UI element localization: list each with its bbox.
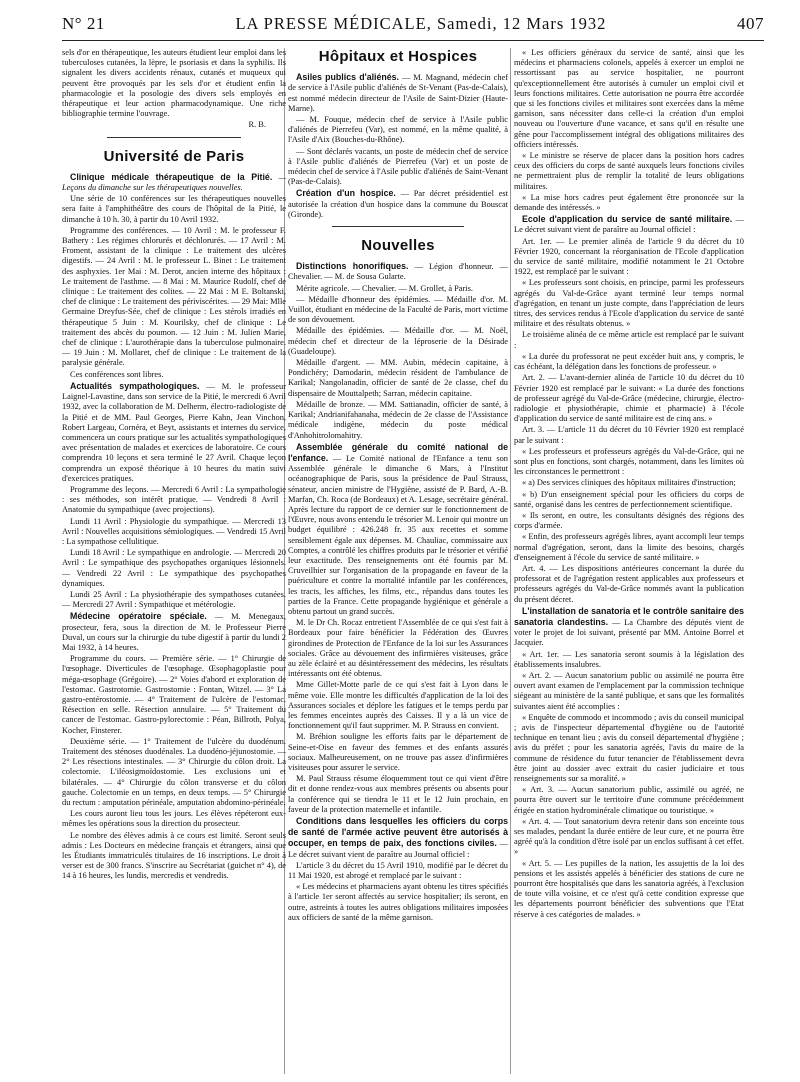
article-title: L'installation de sanatoria et le contrôle sanitaire des sanatoria clandestins. bbox=[514, 605, 744, 627]
article-text: — Le décret suivant vient de paraître au Journal officiel : bbox=[288, 839, 508, 859]
article-title: Asiles publics d'aliénés. bbox=[296, 72, 399, 83]
header-rule bbox=[62, 40, 764, 41]
article-text: — M. Menegaux, prosecteur, fera, sous la direction de M. le Professeur Pierre Duval, un cours sur la chirurgie du tube digestif à partir du lundi 2 Mai 1932, à 14 heures. bbox=[62, 612, 287, 652]
article-text: « Les médecins et pharmaciens ayant obtenu les titres spécifiés à l'article 1er seront affectés au service hospitalier; ils seront, en outre, astreints à toutes les autres obligations militaires imposées aux officiers de santé de la même garnison. bbox=[288, 882, 508, 922]
article-text: — Le décret suivant vient de paraître au Journal officiel : bbox=[514, 215, 745, 235]
article-text: Lundi 25 Avril : La physiothérapie des sympathoses cutanées. — Mercredi 27 Avril : Sympathique et métérologie. bbox=[62, 589, 286, 610]
page-header bbox=[62, 14, 764, 38]
article-text: Les cours auront lieu tous les jours. Les élèves répéteront eux-mêmes les opérations sous la direction du prosecteur. bbox=[62, 809, 286, 829]
article-text: « La mise hors cadres peut également être prononcée sur la demande des intéressés. » bbox=[514, 192, 744, 213]
article-text: Programme des leçons. — Mercredi 6 Avril : La sympathologie : ses méthodes, son intérêt pratique. — Vendredi 8 Avril : Anatomie du sympathique (avec projections). bbox=[62, 484, 286, 515]
article-text: — Médaille d'honneur des épidémies. — Médaille d'or. M. Vuillot, étudiant en médecine de la Faculté de Paris, mort victime de son dévouement. bbox=[288, 294, 508, 325]
article-text: Médaille de bronze. — MM. Sattianadin, officier de santé, à Karikal; Andrianifahanaha, médecin de 2e classe de l'Assistance médicale indigène, médecin du poste médical d'Anhohitrolomahitry. bbox=[288, 399, 508, 440]
article-text: sels d'or en thérapeutique, les auteurs étudient leur emploi dans les tuberculoses cutanées, la lèpre, le psoriasis et dans la syphilis. Ils signalent les divers accidents rénaux, cutanés et muqueux qui peuvent être provoqués par les sels d'or et étudient enfin la pharmacologie et la posologie des divers sels employés en thérapeutique et leur action pharmacodynamique. Une riche bibliographie termine l'ouvrage. bbox=[62, 48, 286, 119]
article-title: Assemblée générale du comité national de l'enfance. bbox=[288, 441, 508, 463]
article-text: — Par décret présidentiel est autorisée la création d'un hospice dans la commune du Bouscat (Gironde). bbox=[288, 189, 508, 219]
column-1 bbox=[62, 48, 286, 883]
article-text: « b) D'un enseignement spécial pour les officiers du corps de santé, organisé dans les centres de perfectionnement scientifique. bbox=[514, 489, 744, 509]
article-text: « a) Des services cliniques des hôpitaux militaires d'instruction; bbox=[522, 478, 736, 488]
page-number: 407 bbox=[737, 14, 764, 33]
article-text: Programme des conférences. — 10 Avril : M. le professeur F. Bathery : Les régimes chlorurés et déchlorurés. — 17 Avril : M. Froment, assistant de la clinique : Le traitement des ulcères digestifs. — 24 Avril : M. le professeur L. Binet : Le traitement des asphyxies. 1er Mai : M. Derot, ancien interne des hôpitaux : Le traitement de l'asthme. — 8 Mai : M. Maurice Rudolf, chef de clinique : Le traitement des colites. — 22 Mai : M E. Boltanski, chef de clinique : Le traitement des périviscérites. — 29 Mai: Mlle Germaine Dreyfus-Sée, chef de clinique : Les stérols irradiés en thérapeutique 5 Juin : M. Kourilsky, chef de clinique : Le traitement des abcès du poumon. — 12 Juin : M. Julien Marie, chef de clinique : L'aurothérapie dans la tuberculose pulmonaire. — 19 Juin : M. Mollaret, chef de clinique : Le traitement de la paralysie générale. bbox=[62, 225, 286, 368]
article-text: « Art. 5. — Les pupilles de la nation, les assujettis de la loi des pensions et les assistés appelés à bénéficier des stations de cure ne pourront être hospitalisés que dans les sanatoria agréés, à l'exclusion de toute villa voisine, et ce n'est qu'à cette condition expresse que les départements pourront bénéficier des subventions que l'Etat réserve à ces catégories de malades. » bbox=[514, 858, 744, 919]
article-text: Le troisième alinéa de ce même article est remplacé par le suivant : bbox=[514, 330, 744, 350]
article-text: Art. 1er. — Le premier alinéa de l'article 9 du décret du 10 Février 1920, concernant la réorganisation de l'Ecole d'application du service de santé militaire, modifié notamment le 21 Octobre 1922, est remplacé par le suivant : bbox=[514, 236, 744, 277]
article-title: Ecole d'application du service de santé militaire. bbox=[522, 214, 733, 225]
article-title: Clinique médicale thérapeutique de la Pitié. bbox=[70, 171, 273, 182]
section-heading: Hôpitaux et Hospices bbox=[318, 48, 478, 65]
article-title: Médecine opératoire spéciale. bbox=[70, 611, 207, 622]
article-text: Art. 3. — L'article 11 du décret du 10 Février 1920 est remplacé par le suivant : bbox=[514, 425, 744, 445]
article-text: « Les officiers généraux du service de santé, ainsi que les médecins et pharmaciens colonels, appelés à exercer un emploi ne ressortissant pas au service hospitalier, ne pourront qu'exceptionnellement être autorisés à cumuler un emploi civil et leurs fonctions militaires. Cette autorisation ne pourra être accordée que si les fonctions civiles et militaires sont exercées dans la même garnison, sans nécessiter dans celle-ci la création d'un emploi nouveau ou l'ouverture d'une vacance, et sans qu'il en résulte une gêne pour l'accomplissement intégral des obligations militaires des officiers intéressés. bbox=[514, 48, 744, 149]
article-title: Création d'un hospice. bbox=[296, 188, 396, 199]
article-text: Mme Gillet-Motte parle de ce qui s'est fait à Lyon dans le même voie. Elle montre les difficultés d'application de la loi des Assurances sociales et déplore les fatigues et le temps perdu par les femmes enceintes auprès des Caisses. Il y a là un vice de fonctionnement qu'il faut supprimer. M. P. Strauss en convient. bbox=[288, 680, 508, 731]
column-divider bbox=[510, 48, 511, 1074]
article-text: Médaille d'argent. — MM. Aubin, médecin capitaine, à Pondichéry; Damodarin, médecin résident de l'ambulance de Karikal; Nangolanadin, officier de santé de 2e classe, chef du dispensaire de Mouttalpeth; Sarran, médecin capitaine. bbox=[288, 358, 508, 398]
signature: R. B. bbox=[248, 120, 266, 130]
article-title: Distinctions honorifiques. bbox=[296, 261, 409, 272]
separator bbox=[332, 226, 464, 227]
article-text: — Légion d'honneur. — Chevalier. — M. de Sousa Gularte. bbox=[288, 262, 509, 282]
issue-number: N° 21 bbox=[62, 14, 105, 33]
article-text: Art. 4. — Les dispositions antérieures concernant la durée du professorat et de l'agrégation restent applicables aux professeurs et professeurs agrégés du Val-de-Grâce nommés avant la publication du présent décret. bbox=[514, 563, 744, 604]
article-text: — Sont déclarés vacants, un poste de médecin chef de service à l'Asile public d'aliénés de Pierrefeu (Var) et un poste de médecin chef de service à l'Asile public d'aliénés de Saint-Venant (Pas-de-Calais). bbox=[288, 146, 508, 187]
article-text: M. Paul Strauss résume éloquemment tout ce qui vient d'être dit et donne rendez-vous aux membres présents ou absents pour la conférence qui se tiendra le 11 et le 12 Juin prochain, en faveur de la protection maternelle et infantile. bbox=[288, 774, 508, 814]
article-subtitle: — Leçons du dimanche sur les thérapeutiques nouvelles. bbox=[62, 172, 287, 193]
section-heading: Université de Paris bbox=[103, 147, 245, 165]
article-title: Conditions dans lesquelles les officiers du corps de santé de l'armée active peuvent être autorisés à occuper, en temps de paix, des fonctions civiles. bbox=[288, 816, 508, 849]
article-text: Art. 2. — L'avant-dernier alinéa de l'article 10 du décret du 10 Février 1920 est remplacé par le suivant: « La durée des fonctions de professeur agrégé du Val-de-Grâce (médecine, chirurgie, électro-radiologie et physiothérapie, chimie et pharmacie) à l'école d'application du service de santé militaire est de cinq ans. » bbox=[514, 373, 744, 424]
article-text: « Art. 3. — Aucun sanatorium public, assimilé ou agréé, ne pourra être ouvert sur le territoire d'une commune précédemment érigée en station hydrominérale climatique ou touristique. » bbox=[514, 785, 744, 815]
article-text: « La durée du professorat ne peut excéder huit ans, y compris, le cas échéant, la délégation dans les fonctions de professeur. » bbox=[514, 351, 744, 372]
article-text: Une série de 10 conférences sur les thérapeutiques nouvelles sera faite à l'amphithéâtre des cours de l'hôpital de la Pitié, le dimanche à 10 h. 30, à partir du 10 Avril 1932. bbox=[62, 194, 286, 224]
article-text: M. le Dr Ch. Rocaz entretient l'Assemblée de ce qui s'est fait à Bordeaux pour faire bénéficier la Fédération des Œuvres girondines de Protection de l'Enfance de la loi sur les Assurances sociales. Grâce au dévouement des infirmières visiteuses, grâce au zèle éclairé et au désintéressement des médecins, les résultats intéressants ont été obtenus. bbox=[288, 618, 508, 679]
article-text: — M. Fouque, médecin chef de service à l'Asile public d'aliénés de Pierrefeu (Var), est nommé, en la même qualité, à l'Asile d'Aix (Bouches-du-Rhône). bbox=[288, 115, 508, 145]
article-text: Deuxième série. — 1° Traitement de l'ulcère du duodénum. Traitement des sténoses duodénales. La duodéno-jéjunostomie. — 2° Les résections intestinales. — 3° Chirurgie du côlon droit. La colectomie. L'iléosigmoïdostomie. Les exclusions uni et bilatérales. — 4° Chirurgie du côlon transverse et du côlon gauche. Colectomie en un temps, en deux temps. — 5° Chirurgie du rectum : amputation périnéale, amputation abdomino-périnéale. bbox=[62, 736, 286, 808]
article-text: Médaille des épidémies. — Médaille d'or. — M. Noël, médecin chef et directeur de la léproserie de la Désirade (Guadeloupe). bbox=[288, 326, 508, 356]
article-text: « Enquête de commodo et incommodo ; avis du conseil municipal ; avis de l'inspecteur départemental d'hygiène ou de l'autorité technique en tenant lieu ; avis du conseil départemental d'hygiène ; avis du préfet ; pour les sanatoria agréés, l'avis du maire de la commune de résidence du futur tenancier de l'établissement devra être joint au dossier avec extrait du casier judiciaire et tous renseignements sur sa moralité. » bbox=[514, 712, 744, 784]
article-text: M. Bréhion souligne les efforts faits par le département de Seine-et-Oise en faveur des femmes et des enfants assurés sociaux. Malheureusement, on ne trouve pas assez d'infirmières visiteuses pour assurer le service. bbox=[288, 732, 508, 772]
article-text: — M. le professeur Laignel-Lavastine, dans son service de la Pitié, le mercredi 6 Avril 1932, avec la collaboration de M. Delherm, électro-radiologiste de la Pitié et de MM. Paul Georges, Pierre Kahn, Jean Vinchon, Robert Largeau, Cornéra, et Beyt, assistants et internes du service, commencera un cours pratique sur les actualités sympathologiques avec présentation de malades et exercices de laboratoire. Ce cours comprendra 10 leçons et sera terminé le 27 Avril. Chaque leçon comprendra un exposé théorique à 10 heures du matin suivi d'exercices pratiques. bbox=[62, 381, 287, 483]
article-title: Actualités sympathologiques. bbox=[70, 380, 200, 391]
column-2 bbox=[288, 48, 508, 924]
article-text: — La Chambre des députés vient de voter le projet de loi suivant, présenté par MM. Antoine Borrel et Jacquier. bbox=[514, 617, 744, 648]
article-text: Mérite agricole. — Chevalier. — M. Grollet, à Paris. bbox=[296, 283, 473, 293]
article-text: « Art. 1er. — Les sanatoria seront soumis à la législation des établissements insalubres. bbox=[514, 649, 744, 669]
article-text: — M. Magnand, médecin chef de service à l'Asile public d'aliénés de St-Venant (Pas-de-Calais), est nommé médecin directeur de l'Asile de Saint-Dizier (Haute-Marne). bbox=[288, 73, 509, 113]
article-text: L'article 3 du décret du 15 Avril 1910, modifié par le décret du 11 Mai 1920, est abrogé et remplacé par le suivant : bbox=[288, 860, 508, 881]
article-text: Programme du cours. — Première série. — 1° Chirurgie de l'œsophage. Diverticules de l'œsophage. Œsophagoplastie pour méga-œsophage (Grégoire). — 2° Voies d'abord et exploration de l'estomac. Gastrotomie. Gastrostomie : Fontan, Witzel. — 3° La gastro-entérostomie. — 4° Traitement de l'ulcère de l'estomac. Résection en selle. Résection annulaire. — 5° Traitement du cancer de l'estomac. Gastro-pylorectomie : Péan, Billroth, Polya, Kocher, Finsterer. bbox=[62, 654, 286, 735]
article-text: Lundi 11 Avril : Physiologie du sympathique. — Mercredi 13 Avril : Nouvelles acquisitions sémiologiques. — Vendredi 15 Avril : La sympathose cellulitique. bbox=[62, 516, 287, 546]
article-text: « Les professeurs sont choisis, en principe, parmi les professeurs agrégés du Val-de-Grâce ayant terminé leur temps normal d'agrégation, en tenant un juste compte, dans l'appréciation de leurs titres, des services rendus à l'Ecole d'application du service de santé militaire et des résultats obtenus. » bbox=[514, 278, 744, 329]
article-text: « Ils seront, en outre, les consultants désignés des régions des corps d'armée. bbox=[514, 510, 744, 531]
article-text: Le nombre des élèves admis à ce cours est limité. Seront seuls admis : Les Docteurs en médecine français et étrangers, ainsi que les Étudiants immatriculés titulaires de 16 inscriptions. Le droit à verser est de 300 francs. S'inscrire au Secrétariat (guichet n° 4), de 14 à 16 heures, les lundis, mercredis et vendredis. bbox=[62, 830, 286, 881]
section-heading: Nouvelles bbox=[361, 237, 435, 255]
separator bbox=[107, 137, 241, 138]
article-text: — Le Comité national de l'Enfance a tenu son Assemblée générale le dimanche 6 Mars, à l'Institut océanographique de Paris, sous la présidence de Paul Strauss, sénateur, ancien ministre de l'Hygiène, assisté de P. Bard, A.-B. Marfan, Ch. Roca (de Bordeaux) et A. Lesage, secrétaire général. Après lecture du rapport de ce dernier sur le fonctionnement de l'Œuvre, nous avons entendu le trésorier M. Lenoir qui montre un budget équilibré : 426.248 fr. 35 aux recettes et somme sensiblement égale aux dépenses. M. Chauliac, commissaire aux Comptes, a contrôlé les chiffres produits par le trésorier et vérifié leur exactitude. Des renseignements ont été fournis par M. Cruveilhier sur l'organisation de la propagande en faveur de la puériculture et contre la mortalité infantile par les conférences, les tracts, les affiches, les films, etc., répandus dans toutes les parties de la France. Cette propagande hygiénique et générale a obtenu partout un grand succès. bbox=[288, 453, 508, 616]
article-text: « Art. 2. — Aucun sanatorium public ou assimilé ne pourra être ouvert avant examen de l'emplacement par la commission technique siégeant au ministère de la santé publique, et sans que les formalités suivantes aient été accomplies : bbox=[514, 670, 744, 711]
article-text: Lundi 18 Avril : Le sympathique en andrologie. — Mercredi 20 Avril : Le sympathique des psychopathes organiques lésionnels. — Vendredi 22 Avril : Le sympathique des psychopathes dynamiques. bbox=[62, 548, 286, 588]
article-text: « Enfin, des professeurs agrégés libres, ayant accompli leur temps normal d'agrégation, seront, dans la limite des besoins, chargés d'enseignement à l'école du service de santé militaire. » bbox=[514, 532, 744, 562]
article-text: « Art. 4. — Tout sanatorium devra retenir dans son enceinte tous ses malades, pendant la durée entière de leur cure, et ne pourra être agréé qu'à la condition d'être isolé par un enclos suffisant à cet effet. » bbox=[514, 816, 744, 857]
journal-title: LA PRESSE MÉDICALE, Samedi, 12 Mars 1932 bbox=[235, 14, 607, 33]
column-3 bbox=[514, 48, 744, 921]
article-text: « Le ministre se réserve de placer dans la position hors cadres ceux des officiers du corps de santé auxquels leurs fonctions civiles ne permettraient plus de remplir la totalité de leurs obligations militaires. bbox=[514, 151, 744, 191]
article-text: « Les professeurs et professeurs agrégés du Val-de-Grâce, qui ne sont plus en fonctions, sont chargés, notamment, dans les limites où les circonstances le permettront : bbox=[514, 446, 744, 477]
article-text: Ces conférences sont libres. bbox=[70, 369, 164, 379]
